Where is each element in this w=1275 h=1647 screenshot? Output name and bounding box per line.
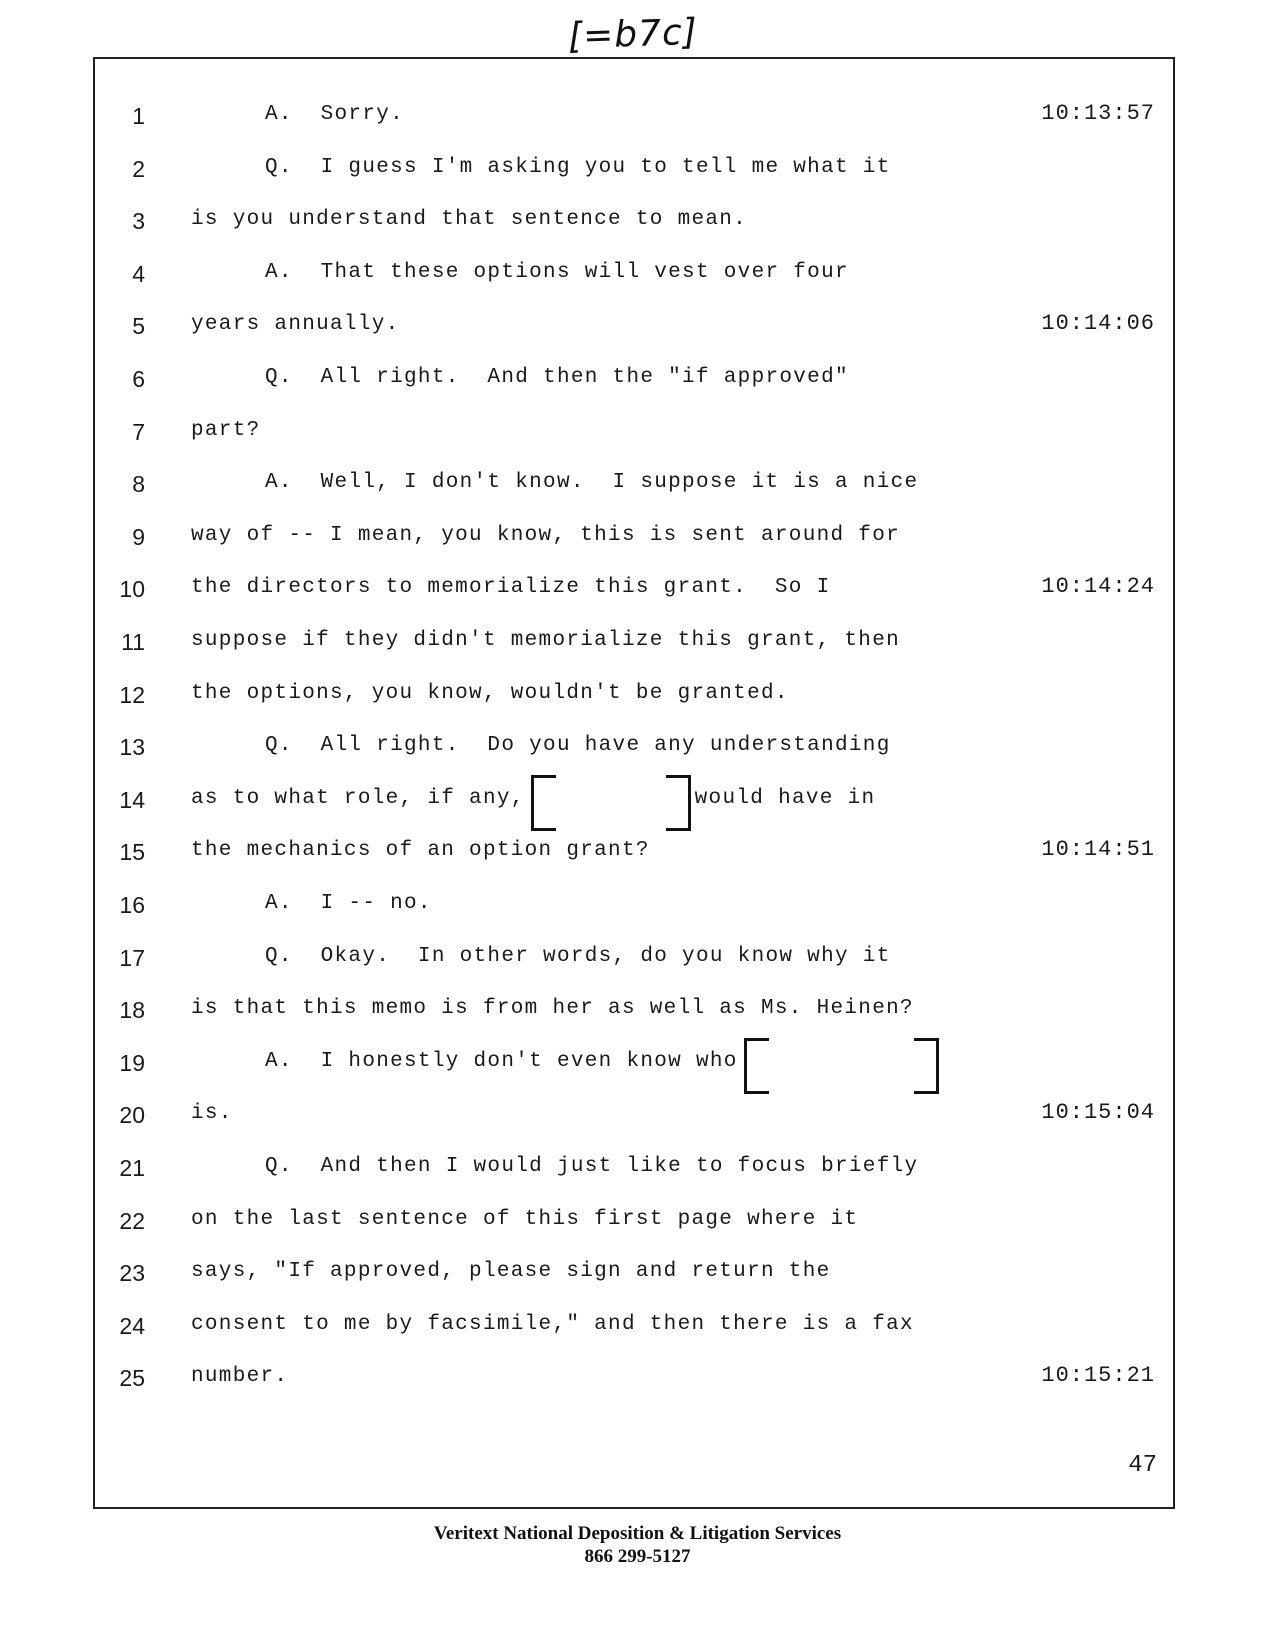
transcript-line xyxy=(95,837,1173,877)
timestamp: 10:15:04 xyxy=(1041,1100,1155,1126)
line-text-segment: A. I honestly don't even know who xyxy=(265,1049,738,1073)
line-number: 7 xyxy=(132,418,145,445)
line-text: the directors to memorialize this grant. So I xyxy=(191,576,831,600)
bracket-left xyxy=(744,1038,769,1094)
line-text: says, "If approved, please sign and return the xyxy=(191,1260,831,1284)
line-text: is you understand that sentence to mean. xyxy=(191,208,748,232)
transcript-line xyxy=(95,627,1173,667)
line-number: 15 xyxy=(119,839,145,866)
transcript-line xyxy=(95,101,1173,141)
bracket-right xyxy=(914,1038,939,1094)
transcript-line xyxy=(95,311,1173,351)
line-number: 13 xyxy=(119,734,145,761)
line-number: 6 xyxy=(132,366,145,392)
line-text: Q. And then I would just like to focus briefly xyxy=(265,1155,919,1178)
line-text: is that this memo is from her as well as Ms. Heinen? xyxy=(191,997,914,1021)
transcript-line xyxy=(95,206,1173,246)
line-text: the options, you know, wouldn't be granted. xyxy=(191,681,789,705)
line-text: consent to me by facsimile," and then there is a fax xyxy=(191,1312,914,1336)
page-number: 47 xyxy=(1128,1452,1157,1479)
transcript-line xyxy=(95,995,1173,1035)
transcript-line xyxy=(95,364,1173,404)
line-number: 23 xyxy=(119,1260,145,1287)
line-text: A. I -- no. xyxy=(265,892,432,915)
redaction-bracket xyxy=(744,1060,939,1061)
line-number: 11 xyxy=(121,629,145,655)
page-footer xyxy=(0,1522,1275,1568)
transcript-line xyxy=(95,574,1173,614)
line-number: 10 xyxy=(119,576,145,603)
transcript-line xyxy=(95,890,1173,930)
transcript-line xyxy=(95,1048,1173,1088)
line-number: 1 xyxy=(132,103,145,129)
line-number: 8 xyxy=(132,471,145,498)
line-text: way of -- I mean, you know, this is sent around for xyxy=(191,523,901,547)
transcript-line xyxy=(95,259,1173,299)
line-number: 5 xyxy=(132,313,145,340)
line-text: number. xyxy=(191,1365,289,1389)
redaction-code-stamp: [=b7c] xyxy=(567,11,699,58)
line-text: Q. I guess I'm asking you to tell me what it xyxy=(265,155,891,179)
line-text: suppose if they didn't memorialize this grant, then xyxy=(191,629,901,652)
transcript-line xyxy=(95,732,1173,772)
line-text: Q. All right. Do you have any understanding xyxy=(265,734,891,758)
timestamp: 10:14:51 xyxy=(1041,837,1155,863)
transcript-line xyxy=(95,1100,1173,1140)
transcript-line xyxy=(95,1311,1173,1351)
timestamp: 10:14:24 xyxy=(1041,574,1155,600)
line-number: 25 xyxy=(119,1365,145,1392)
line-number: 22 xyxy=(119,1207,145,1234)
timestamp: 10:13:57 xyxy=(1041,101,1155,126)
line-number: 20 xyxy=(119,1102,145,1129)
line-text: is. xyxy=(191,1102,233,1126)
transcript-page-frame xyxy=(93,57,1175,1509)
line-text: on the last sentence of this first page where it xyxy=(191,1207,859,1231)
line-text: Q. Okay. In other words, do you know why it xyxy=(265,944,891,968)
footer-company: Veritext National Deposition & Litigation Services xyxy=(433,1523,842,1544)
line-number: 16 xyxy=(119,892,145,918)
transcript-line xyxy=(95,522,1173,562)
footer-phone: 866 299-5127 xyxy=(584,1546,691,1567)
transcript-line xyxy=(95,1206,1173,1246)
line-number: 14 xyxy=(119,786,145,813)
transcript-line xyxy=(95,1363,1173,1403)
line-number: 2 xyxy=(132,155,145,182)
line-number: 17 xyxy=(119,944,145,971)
transcript-line xyxy=(95,785,1173,825)
line-number: 21 xyxy=(119,1155,145,1181)
line-number: 9 xyxy=(132,523,145,550)
transcript-line xyxy=(95,1258,1173,1298)
line-text xyxy=(191,787,875,810)
line-text-segment: as to what role, if any, xyxy=(191,786,525,810)
line-text xyxy=(265,1050,943,1073)
redaction-bracket xyxy=(531,797,691,798)
transcript-line xyxy=(95,469,1173,509)
line-text: A. Sorry. xyxy=(265,103,405,126)
line-text-segment: would have in xyxy=(694,786,876,810)
line-number: 18 xyxy=(119,997,145,1024)
timestamp: 10:15:21 xyxy=(1041,1363,1155,1389)
bracket-left xyxy=(531,775,556,831)
transcript-line xyxy=(95,943,1173,983)
bracket-right xyxy=(666,775,691,831)
line-text: A. That these options will vest over four xyxy=(265,260,849,284)
line-number: 24 xyxy=(119,1312,145,1339)
line-text: the mechanics of an option grant? xyxy=(191,839,650,863)
transcript-line xyxy=(95,154,1173,194)
line-text: Q. All right. And then the "if approved" xyxy=(265,366,849,389)
transcript-line xyxy=(95,680,1173,720)
line-text: part? xyxy=(191,418,261,442)
line-number: 19 xyxy=(119,1049,145,1076)
transcript-line xyxy=(95,1153,1173,1193)
timestamp: 10:14:06 xyxy=(1041,311,1155,337)
line-number: 12 xyxy=(119,681,145,708)
transcript-line xyxy=(95,417,1173,457)
line-number: 4 xyxy=(132,260,145,287)
line-number: 3 xyxy=(132,208,145,235)
line-text: A. Well, I don't know. I suppose it is a nice xyxy=(265,471,919,495)
line-text: years annually. xyxy=(191,313,400,337)
